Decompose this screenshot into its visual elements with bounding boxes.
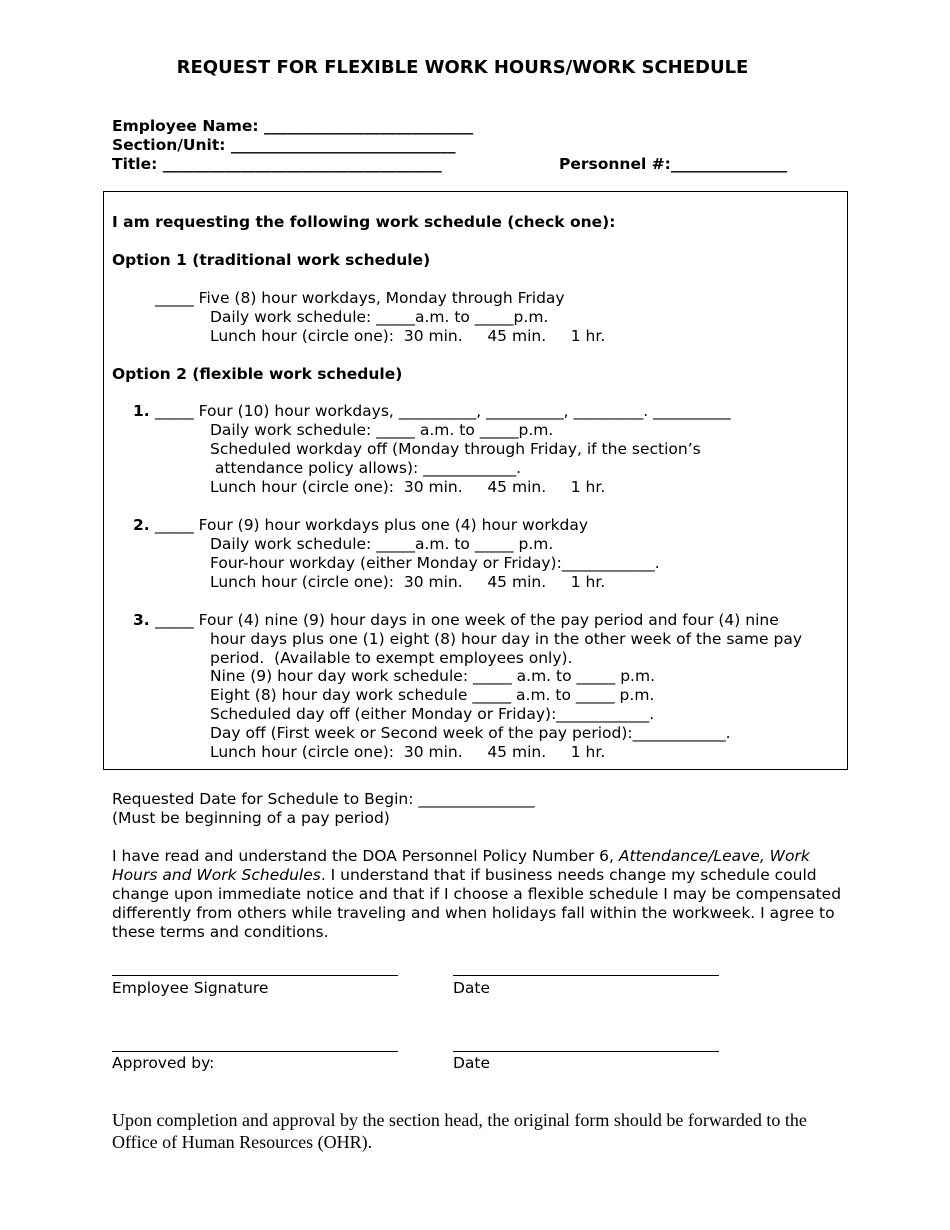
item3-scheduled-day-off[interactable]: Scheduled day off (either Monday or Friday):____________. [210,705,655,723]
policy-title: Attendance/Leave, Work Hours and Work Schedules [112,847,810,884]
item3-description-3: period. (Available to exempt employees only). [210,649,573,667]
date2-line[interactable] [453,1051,719,1052]
begin-date-note: (Must be beginning of a pay period) [112,809,390,827]
option2-heading: Option 2 (flexible work schedule) [112,365,403,383]
option1-lunch-hour[interactable]: Lunch hour (circle one): 30 min. 45 min. 1 hr. [210,327,606,345]
item3-eight-hour-schedule[interactable]: Eight (8) hour day work schedule _____ a.m. to _____ p.m. [210,686,655,704]
item1-number: 1. [133,402,150,420]
option1-checkline[interactable]: _____ Five (8) hour workdays, Monday through Friday [155,289,565,307]
date2-label: Date [453,1054,491,1072]
requested-begin-date-field[interactable]: Requested Date for Schedule to Begin: _______________ [112,790,535,808]
option1-heading: Option 1 (traditional work schedule) [112,251,431,269]
agreement-text-1: I have read and understand the DOA Personnel Policy Number 6, [112,847,619,865]
item3-description-2: hour days plus one (1) eight (8) hour day in the other week of the same pay [210,630,802,648]
item2-number: 2. [133,516,150,534]
footer-note: Upon completion and approval by the section head, the original form should be forwarded to the Office of Human Resources (OHR). [112,1110,807,1152]
personnel-number-field[interactable]: Personnel #:_______________ [559,155,788,173]
item3-nine-hour-schedule[interactable]: Nine (9) hour day work schedule: _____ a.m. to _____ p.m. [210,667,655,685]
item3-number: 3. [133,611,150,629]
section-unit-field[interactable]: Section/Unit: _____________________________ [112,136,456,154]
item2-daily-schedule[interactable]: Daily work schedule: _____a.m. to _____ p.m. [210,535,554,553]
employee-name-field[interactable]: Employee Name: ___________________________ [112,117,474,135]
item1-daily-schedule[interactable]: Daily work schedule: _____ a.m. to _____p.m. [210,421,554,439]
item2-checkline[interactable]: _____ Four (9) hour workdays plus one (4) hour workday [155,516,589,534]
title-field[interactable]: Title: ____________________________________ [112,155,442,173]
item1-attendance-policy[interactable]: attendance policy allows): ____________. [210,459,522,477]
item3-day-off-week[interactable]: Day off (First week or Second week of the pay period):____________. [210,724,731,742]
agreement-paragraph [112,847,842,942]
approved-by-line[interactable] [112,1051,398,1052]
page-title: REQUEST FOR FLEXIBLE WORK HOURS/WORK SCHEDULE [176,57,749,78]
employee-signature-line[interactable] [112,975,398,976]
item3-lunch-hour[interactable]: Lunch hour (circle one): 30 min. 45 min. 1 hr. [210,743,606,761]
item1-checkline[interactable]: _____ Four (10) hour workdays, __________, __________, _________. __________ [155,402,731,420]
agreement-text-2: . I understand that if business needs change my schedule could change upon immediate notice and that if I choose a flexible schedule I may be compensated differently from others while traveling and when holidays fall within the workweek. I agree to these terms and conditions. [112,866,842,941]
item2-lunch-hour[interactable]: Lunch hour (circle one): 30 min. 45 min. 1 hr. [210,573,606,591]
date1-line[interactable] [453,975,719,976]
date1-label: Date [453,979,491,997]
request-intro: I am requesting the following work schedule (check one): [112,213,616,231]
employee-signature-label: Employee Signature [112,979,269,997]
item3-checkline[interactable]: _____ Four (4) nine (9) hour days in one week of the pay period and four (4) nine [155,611,779,629]
item2-four-hour-day[interactable]: Four-hour workday (either Monday or Friday):____________. [210,554,660,572]
approved-by-label: Approved by: [112,1054,215,1072]
item1-workday-off: Scheduled workday off (Monday through Friday, if the section’s [210,440,701,458]
option1-daily-schedule[interactable]: Daily work schedule: _____a.m. to _____p.m. [210,308,549,326]
item1-lunch-hour[interactable]: Lunch hour (circle one): 30 min. 45 min. 1 hr. [210,478,606,496]
